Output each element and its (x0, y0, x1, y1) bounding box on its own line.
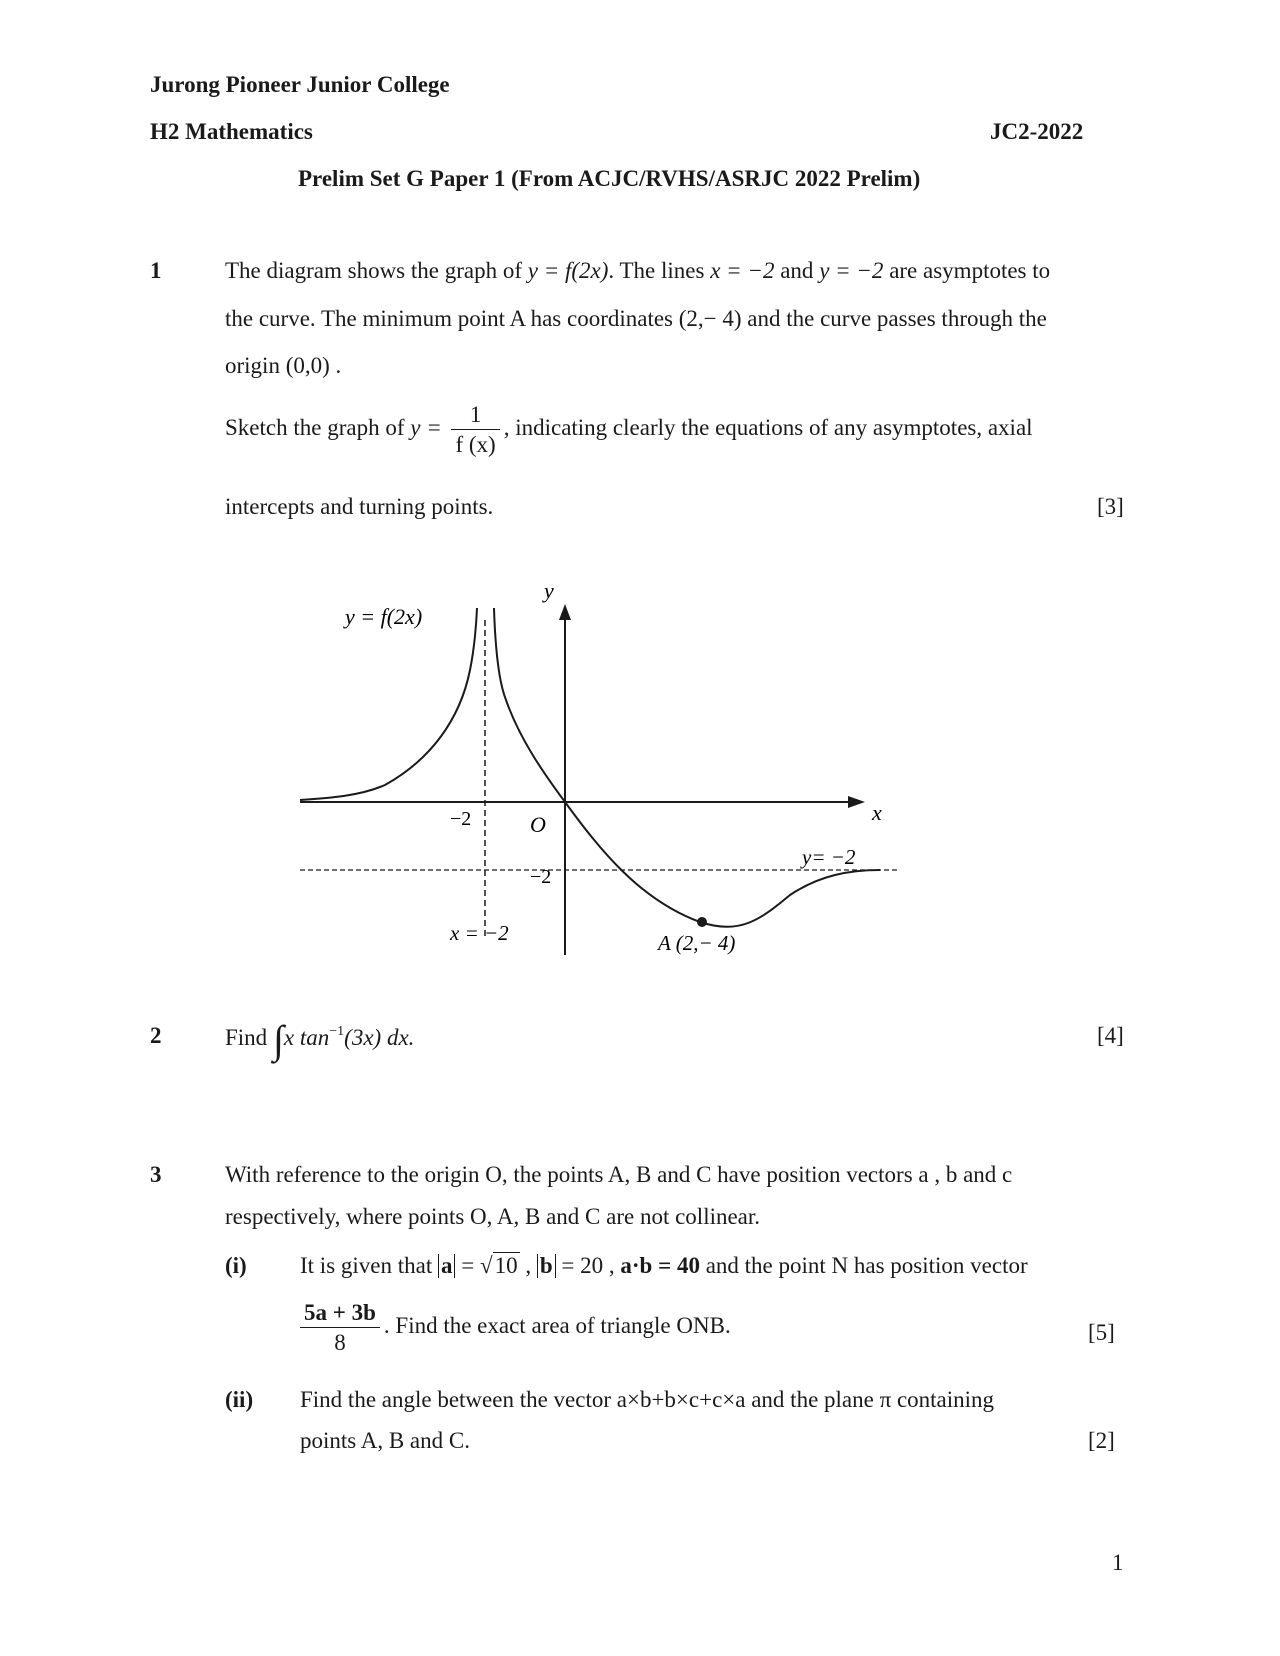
question-number-1: 1 (150, 258, 162, 283)
curve-right-branch (494, 608, 880, 927)
position-vector-fraction (300, 1300, 380, 1356)
q3-part-i-line1 (300, 1253, 1028, 1279)
minimum-point-marker (697, 917, 707, 927)
q1-text: , indicating clearly the equations of any asymptotes, axial (503, 415, 1033, 441)
q1-equation: y = f(2x) (527, 258, 609, 283)
q1-text: are asymptotes to (889, 258, 1051, 283)
vertical-asymptote-label: x = −2 (450, 921, 509, 945)
subject: H2 Mathematics (150, 119, 313, 144)
q1-line3: origin (0,0) . (225, 353, 342, 378)
q3-part-ii-marks: [2] (1088, 1428, 1115, 1453)
integral-sign: ∫ (272, 1017, 284, 1062)
q1-asymptote-x: x = −2 (710, 258, 775, 283)
q3-line2: respectively, where points O, A, B and C are not collinear. (225, 1204, 761, 1229)
graph-diagram (290, 578, 910, 1010)
sqrt-sign: √ (479, 1253, 493, 1278)
q3-part-ii-line1: Find the angle between the vector a×b+b×c+c×a and the plane π containing (300, 1387, 995, 1412)
q1-line5: intercepts and turning points. (225, 494, 494, 519)
q3-part-ii-line2: points A, B and C. (300, 1428, 470, 1453)
q1-line1 (225, 258, 1050, 284)
q2-find: Find (225, 1025, 268, 1050)
paper-title: Prelim Set G Paper 1 (From ACJC/RVHS/ASRJC 2022 Prelim) (298, 166, 921, 191)
paper-code: JC2-2022 (990, 119, 1084, 144)
x-tick-label: −2 (450, 808, 472, 830)
q3i-equals-20: = 20 , (561, 1253, 615, 1278)
dot-product: a·b = 40 (620, 1253, 700, 1278)
q1-line2: the curve. The minimum point A has coordinates (2,− 4) and the curve passes through the (225, 306, 1047, 331)
q1-marks: [3] (1097, 494, 1124, 519)
x-axis-arrow-icon (848, 796, 865, 808)
q1-text: The diagram shows the graph of (225, 258, 523, 283)
curve-label: y = f(2x) (345, 604, 423, 629)
fraction-denominator: 8 (334, 1330, 346, 1356)
q2-marks: [4] (1097, 1023, 1124, 1048)
q2-superscript: −1 (329, 1024, 345, 1039)
q2-argument: (3x) dx. (344, 1025, 415, 1050)
reciprocal-fraction (451, 402, 499, 458)
q3-part-ii-label: (ii) (225, 1387, 254, 1412)
school-name: Jurong Pioneer Junior College (150, 72, 450, 97)
question-number-3: 3 (150, 1162, 162, 1187)
q1-text: Sketch the graph of (225, 415, 405, 441)
modulus-b: b (537, 1254, 556, 1278)
origin-label: O (530, 812, 546, 837)
fraction-numerator: 5a + 3b (300, 1300, 380, 1328)
q1-y-eq: y = (410, 415, 442, 441)
q1-asymptote-y: y = −2 (819, 258, 884, 283)
q3-line1: With reference to the origin O, the points A, B and C have position vectors a , b and c (225, 1162, 1013, 1187)
curve-left-branch (300, 608, 477, 800)
question-number-2: 2 (150, 1023, 162, 1048)
q3-part-i-label: (i) (225, 1253, 247, 1278)
q1-line4 (225, 402, 1033, 458)
x-axis-label: x (872, 800, 882, 825)
sqrt-value: 10 (494, 1253, 518, 1278)
q2-integrand: x tan (283, 1025, 330, 1050)
minimum-point-label: A (2,− 4) (658, 931, 736, 955)
y-axis-arrow-icon (559, 604, 571, 620)
q3-part-i-marks: [5] (1088, 1320, 1115, 1345)
horizontal-asymptote-label: y= −2 (802, 845, 856, 869)
fraction-denominator: f (x) (455, 432, 496, 458)
fraction-numerator: 1 (451, 402, 499, 430)
q3i-text: It is given that (300, 1253, 433, 1278)
q3i-text: . Find the exact area of triangle ONB. (383, 1313, 731, 1339)
q3-part-i-line2 (300, 1300, 731, 1356)
q2-text (225, 1016, 414, 1063)
modulus-a: a (438, 1254, 456, 1278)
q1-text: . The lines (608, 258, 705, 283)
q3i-comma: , (525, 1253, 532, 1278)
y-tick-label: −2 (530, 866, 552, 888)
q3i-text: and the point N has position vector (705, 1253, 1028, 1278)
y-axis-label: y (544, 578, 554, 603)
page-number: 1 (1112, 1550, 1124, 1575)
q3i-equals: = (461, 1253, 475, 1278)
q1-text: and (780, 258, 814, 283)
